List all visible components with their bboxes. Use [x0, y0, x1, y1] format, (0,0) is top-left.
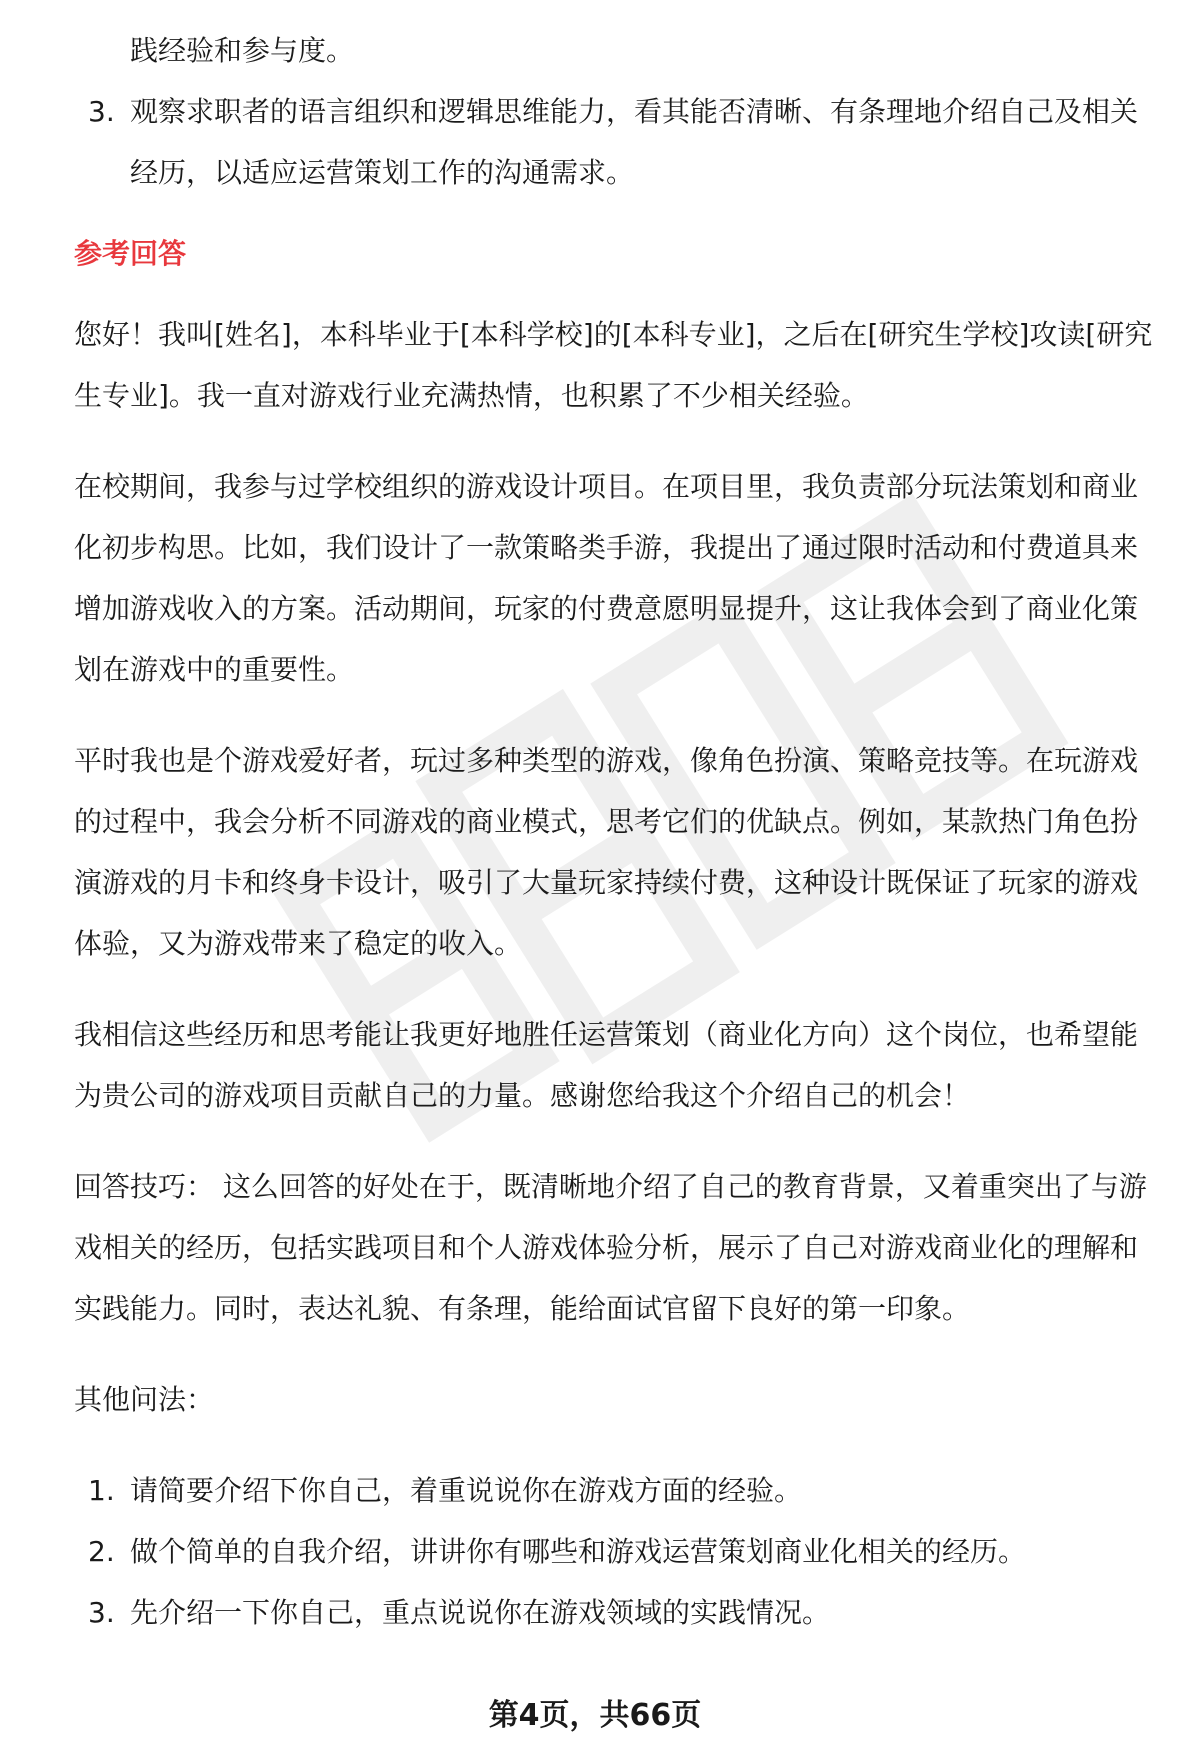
paragraph-answer-tips: 回答技巧： 这么回答的好处在于，既清晰地介绍了自己的教育背景，又着重突出了与游戏相关的经历，包括实践项目和个人游戏体验分析，展示了自己对游戏商业化的理解和实践能力。同时，表达礼貌、有条理，能给面试官留下良好的第一印象。 [74, 1170, 1147, 1325]
list-item-number: 1. [88, 1474, 115, 1507]
list-item-number: 2. [88, 1535, 115, 1568]
list-continuation: 践经验和参与度。 [130, 34, 355, 67]
list-item-text: 请简要介绍下你自己，着重说说你在游戏方面的经验。 [130, 1474, 803, 1507]
paragraph-closing: 我相信这些经历和思考能让我更好地胜任运营策划（商业化方向）这个岗位，也希望能为贵公司的游戏项目贡献自己的力量。感谢您给我这个介绍自己的机会！ [74, 1018, 1139, 1112]
list-item [74, 1460, 1164, 1521]
list-item-number: 3. [88, 95, 115, 128]
paragraph-school-project: 在校期间，我参与过学校组织的游戏设计项目。在项目里，我负责部分玩法策划和商业化初步构思。比如，我们设计了一款策略类手游，我提出了通过限时活动和付费道具来增加游戏收入的方案。活动期间，玩家的付费意愿明显提升，这让我体会到了商业化策划在游戏中的重要性。 [74, 470, 1139, 686]
list-item-text: 做个简单的自我介绍，讲讲你有哪些和游戏运营策划商业化相关的经历。 [130, 1535, 1027, 1568]
paragraph-other-questions-label: 其他问法： [74, 1383, 215, 1416]
paragraph-intro: 您好！我叫[姓名]，本科毕业于[本科学校]的[本科专业]，之后在[研究生学校]攻读[研究生专业]。我一直对游戏行业充满热情，也积累了不少相关经验。 [74, 318, 1153, 412]
list-item-text: 先介绍一下你自己，重点说说你在游戏领域的实践情况。 [130, 1596, 831, 1629]
list-item-number: 3. [88, 1596, 115, 1629]
top-numbered-list [74, 81, 1164, 203]
list-item-text: 观察求职者的语言组织和逻辑思维能力，看其能否清晰、有条理地介绍自己及相关经历，以适应运营策划工作的沟通需求。 [130, 95, 1139, 189]
other-questions-list [74, 1460, 1164, 1643]
page-number-footer: 第4页，共66页 [488, 1698, 702, 1733]
document-content [74, 20, 1164, 1643]
list-item [74, 81, 1164, 203]
list-item [74, 1521, 1164, 1582]
section-heading-reference-answer: 参考回答 [74, 237, 187, 270]
paragraph-gaming-hobby: 平时我也是个游戏爱好者，玩过多种类型的游戏，像角色扮演、策略竞技等。在玩游戏的过程中，我会分析不同游戏的商业模式，思考它们的优缺点。例如，某款热门角色扮演游戏的月卡和终身卡设计，吸引了大量玩家持续付费，这种设计既保证了玩家的游戏体验，又为游戏带来了稳定的收入。 [74, 744, 1139, 960]
list-item [74, 1582, 1164, 1643]
